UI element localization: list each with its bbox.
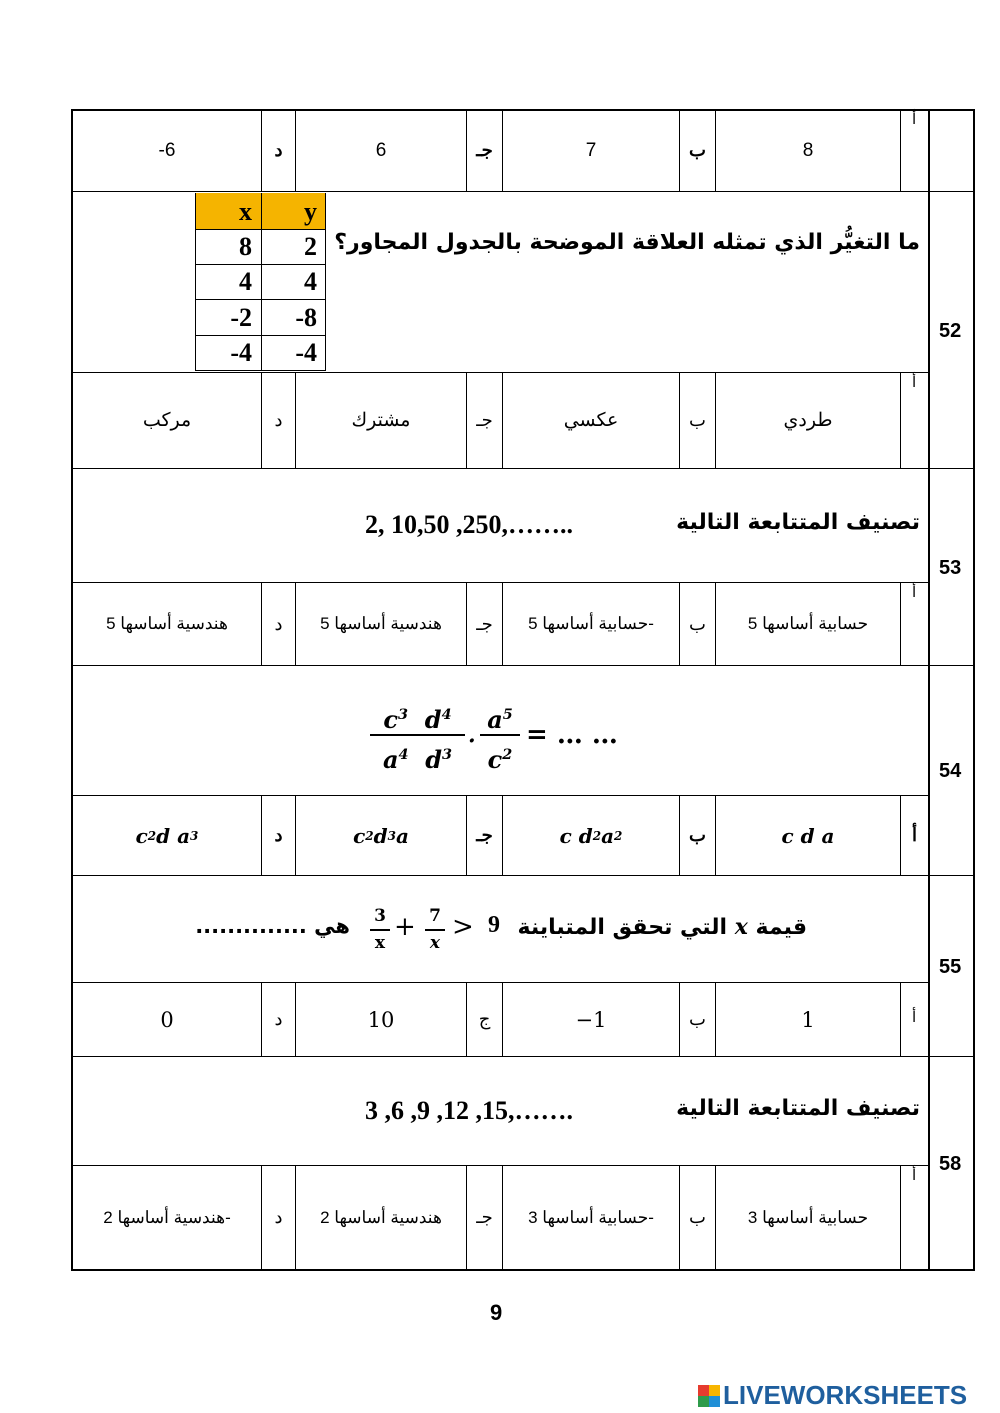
brand-name: LIVEWORKSHEETS — [723, 1380, 968, 1410]
xy-cell-y: 2 — [304, 232, 317, 261]
option-letter-c: ج — [478, 1009, 491, 1029]
xy-cell-y: -8 — [295, 302, 317, 332]
question-text — [518, 914, 807, 940]
option-b[interactable]: حسابية أساسها 5- — [528, 614, 654, 633]
option-a[interactable]: حسابية أساسها 3 — [747, 1207, 869, 1227]
question-text-mid: التي تحقق المتباينة — [517, 915, 728, 940]
option-letter-d: د — [274, 825, 283, 845]
option-d[interactable]: -6 — [158, 139, 176, 161]
xy-cell-x: -2 — [230, 302, 252, 332]
option-c[interactable]: c 2 d 3 a — [353, 823, 409, 848]
sequence: 3 ,6 ,9 ,12 ,15,……. — [365, 1096, 573, 1125]
question-number: 52 — [939, 320, 962, 342]
option-letter-a: أ — [912, 583, 917, 601]
option-letter-a: أ — [911, 825, 917, 845]
option-d[interactable]: 0 — [160, 1007, 174, 1032]
question-text: تصنيف المتتابعة التالية — [676, 510, 920, 535]
option-b[interactable]: 7 — [585, 139, 597, 161]
greater-than-operator: > — [452, 912, 474, 942]
option-letter-c: جـ — [476, 613, 493, 634]
xy-header-x: x — [239, 196, 252, 226]
fraction-1 — [370, 696, 465, 776]
option-b[interactable]: −1 — [575, 1007, 607, 1032]
option-d[interactable]: c 2 d a 3 — [135, 823, 199, 848]
option-b[interactable]: حسابية أساسها 3- — [528, 1207, 654, 1227]
option-letter-b: ب — [689, 613, 706, 634]
option-a[interactable]: طردي — [783, 410, 833, 431]
option-letter-c: جـ — [476, 825, 493, 845]
option-letter-a: أ — [912, 373, 917, 391]
question-number: 53 — [939, 557, 962, 579]
xy-cell-x: 8 — [239, 232, 252, 261]
option-c[interactable]: مشترك — [351, 410, 411, 431]
option-c[interactable]: هندسية أساسها 5 — [320, 614, 442, 633]
sequence: 2, 10,50 ,250,…….. — [365, 510, 573, 539]
xy-cell-y: 4 — [304, 267, 317, 296]
ineq-fraction-1-denominator: x — [374, 932, 386, 953]
fraction-2-denominator: $c^2$ — [487, 745, 513, 774]
option-a[interactable]: 8 — [802, 139, 814, 161]
option-a[interactable]: حسابية أساسها 5 — [747, 614, 869, 633]
question-text: ما التغيُّر الذي تمثله العلاقة الموضحة بالجدول المجاور؟ — [334, 230, 920, 255]
option-letter-d: د — [274, 1009, 283, 1029]
option-letter-c: جـ — [476, 1207, 493, 1227]
variable-x: x — [734, 914, 748, 940]
question-text: تصنيف المتتابعة التالية — [676, 1096, 920, 1121]
equals-ellipsis: = … … — [526, 720, 618, 750]
brand-logo — [698, 1380, 967, 1411]
fraction-1-denominator: $a^4$ $d^3$ — [382, 745, 453, 774]
option-d[interactable]: مركب — [142, 410, 192, 431]
xy-cell-x: 4 — [239, 267, 252, 296]
page-number: 9 — [490, 1300, 503, 1325]
option-c[interactable]: 10 — [367, 1007, 395, 1032]
question-text-suffix: هي .............. — [195, 914, 350, 938]
inequality-rhs: 9 — [488, 912, 500, 938]
dot-operator: · — [468, 728, 476, 754]
question-text-prefix: قيمة — [755, 915, 807, 940]
option-a[interactable]: 1 — [801, 1007, 815, 1032]
option-b[interactable]: c d 2 a 2 — [559, 823, 623, 848]
ineq-fraction-2 — [425, 904, 445, 958]
option-c[interactable]: هندسية أساسها 2 — [320, 1207, 442, 1227]
option-d[interactable]: هندسية أساسها 5 — [106, 614, 228, 633]
plus-operator: + — [394, 912, 416, 942]
fraction-2-numerator: $a^5$ — [487, 705, 513, 734]
fraction-1-numerator: $c^3$ $d^4$ — [383, 705, 452, 734]
ineq-fraction-1 — [370, 904, 390, 958]
option-letter-b: ب — [689, 140, 706, 160]
option-letter-c: جـ — [476, 410, 493, 430]
ineq-fraction-2-denominator: x — [429, 932, 441, 953]
option-letter-d: د — [274, 613, 283, 634]
option-letter-d: د — [274, 1207, 283, 1227]
fraction-2 — [480, 696, 520, 776]
option-c[interactable]: 6 — [375, 139, 387, 161]
option-letter-d: د — [274, 410, 283, 430]
option-letter-a: أ — [912, 110, 917, 128]
option-letter-b: ب — [689, 825, 706, 845]
option-letter-d: د — [274, 140, 283, 160]
option-letter-a: أ — [912, 1166, 917, 1184]
ineq-fraction-1-numerator: 3 — [374, 906, 386, 926]
option-letter-b: ب — [689, 1207, 706, 1227]
brand-mark-icon — [698, 1385, 720, 1407]
ineq-fraction-2-numerator: 7 — [429, 906, 441, 926]
question-number: 55 — [939, 956, 962, 978]
option-letter-b: ب — [689, 1009, 706, 1029]
xy-cell-x: -4 — [230, 338, 252, 367]
xy-header-y: y — [304, 196, 317, 226]
option-letter-a: أ — [912, 1008, 917, 1026]
xy-cell-y: -4 — [295, 338, 317, 367]
option-d[interactable]: هندسية أساسها 2- — [103, 1207, 231, 1227]
option-letter-c: جـ — [476, 140, 493, 160]
option-b[interactable]: عكسي — [563, 410, 619, 431]
option-a[interactable]: c d a — [781, 823, 835, 848]
option-letter-b: ب — [689, 410, 706, 430]
question-number: 54 — [939, 760, 962, 782]
question-number: 58 — [939, 1153, 962, 1175]
